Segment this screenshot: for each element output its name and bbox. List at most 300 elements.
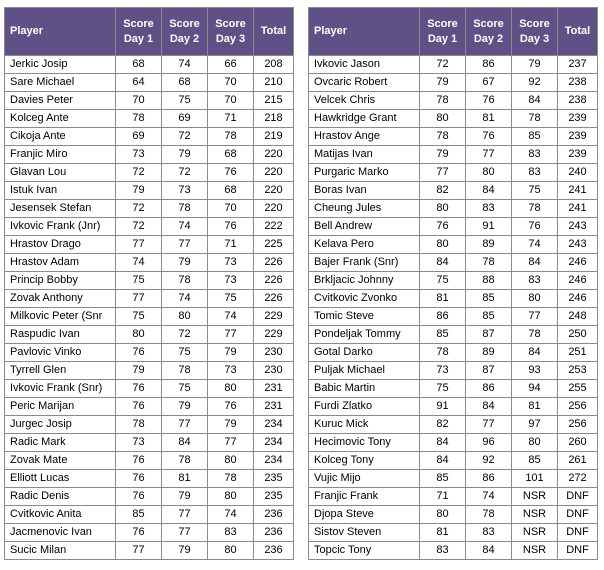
table-row: [5, 290, 294, 308]
total-score-cell: 246: [558, 272, 598, 290]
table-row: [309, 92, 598, 110]
day1-score-cell: 77: [116, 290, 162, 308]
player-name-cell: Gotal Darko: [309, 344, 420, 362]
day1-score-cell: 71: [420, 488, 466, 506]
total-score-cell: DNF: [558, 542, 598, 560]
total-score-cell: 218: [254, 110, 294, 128]
total-score-cell: 241: [558, 200, 598, 218]
day1-score-cell: 80: [420, 110, 466, 128]
day1-score-cell: 81: [420, 290, 466, 308]
player-name-cell: Ivkovic Jason: [309, 56, 420, 74]
player-name-cell: Kolceg Tony: [309, 452, 420, 470]
player-name-cell: Bell Andrew: [309, 218, 420, 236]
total-score-cell: 239: [558, 128, 598, 146]
table-row: [5, 380, 294, 398]
day3-column-header: Score Day 3: [512, 8, 558, 56]
day2-score-cell: 81: [466, 110, 512, 128]
day1-score-cell: 73: [420, 362, 466, 380]
player-name-cell: Cvitkovic Anita: [5, 506, 116, 524]
table-row: [309, 254, 598, 272]
day2-score-cell: 81: [162, 470, 208, 488]
day2-score-cell: 89: [466, 344, 512, 362]
day3-score-cell: 83: [512, 164, 558, 182]
day2-score-cell: 84: [466, 182, 512, 200]
total-score-cell: 229: [254, 326, 294, 344]
day1-score-cell: 76: [420, 218, 466, 236]
table-row: [5, 272, 294, 290]
day2-score-cell: 75: [162, 344, 208, 362]
day2-score-cell: 74: [162, 56, 208, 74]
total-score-cell: 220: [254, 146, 294, 164]
day1-score-cell: 76: [116, 524, 162, 542]
day3-score-cell: 101: [512, 470, 558, 488]
day1-column-header: Score Day 1: [420, 8, 466, 56]
day1-score-cell: 85: [116, 506, 162, 524]
day2-score-cell: 78: [162, 200, 208, 218]
table-row: [309, 488, 598, 506]
table-row: [309, 74, 598, 92]
day3-score-cell: 74: [208, 308, 254, 326]
day1-score-cell: 73: [116, 146, 162, 164]
total-score-cell: DNF: [558, 506, 598, 524]
day1-score-cell: 84: [420, 254, 466, 272]
day1-score-cell: 91: [420, 398, 466, 416]
total-score-cell: 226: [254, 272, 294, 290]
player-name-cell: Radic Denis: [5, 488, 116, 506]
player-name-cell: Jerkic Josip: [5, 56, 116, 74]
total-score-cell: 215: [254, 92, 294, 110]
player-name-cell: Glavan Lou: [5, 164, 116, 182]
table-row: [309, 110, 598, 128]
day3-score-cell: 76: [208, 398, 254, 416]
player-name-cell: Bajer Frank (Snr): [309, 254, 420, 272]
player-name-cell: Hrastov Drago: [5, 236, 116, 254]
day3-score-cell: 73: [208, 272, 254, 290]
total-score-cell: 248: [558, 308, 598, 326]
table-row: [5, 362, 294, 380]
day1-score-cell: 70: [116, 92, 162, 110]
player-name-cell: Tyrrell Glen: [5, 362, 116, 380]
day3-score-cell: 76: [512, 218, 558, 236]
player-name-cell: Zovak Anthony: [5, 290, 116, 308]
player-name-cell: Ovcaric Robert: [309, 74, 420, 92]
day3-score-cell: 80: [208, 542, 254, 560]
day1-score-cell: 72: [420, 56, 466, 74]
player-name-cell: Sistov Steven: [309, 524, 420, 542]
player-name-cell: Ivkovic Frank (Jnr): [5, 218, 116, 236]
table-row: [5, 164, 294, 182]
total-score-cell: 226: [254, 254, 294, 272]
day1-score-cell: 72: [116, 164, 162, 182]
day2-score-cell: 76: [466, 92, 512, 110]
player-name-cell: Jurgec Josip: [5, 416, 116, 434]
day1-score-cell: 78: [420, 92, 466, 110]
day1-score-cell: 72: [116, 200, 162, 218]
table-row: [309, 200, 598, 218]
day1-score-cell: 80: [420, 506, 466, 524]
total-score-cell: 239: [558, 110, 598, 128]
table-row: [5, 326, 294, 344]
day2-score-cell: 75: [162, 92, 208, 110]
day2-score-cell: 84: [466, 398, 512, 416]
day1-score-cell: 73: [116, 434, 162, 452]
table-row: [5, 488, 294, 506]
day1-score-cell: 76: [116, 470, 162, 488]
day3-score-cell: 70: [208, 74, 254, 92]
total-score-cell: 231: [254, 398, 294, 416]
total-score-cell: 239: [558, 146, 598, 164]
total-score-cell: 253: [558, 362, 598, 380]
day2-score-cell: 87: [466, 326, 512, 344]
total-score-cell: 243: [558, 236, 598, 254]
player-name-cell: Elliott Lucas: [5, 470, 116, 488]
day1-score-cell: 86: [420, 308, 466, 326]
total-score-cell: 256: [558, 398, 598, 416]
day2-score-cell: 77: [162, 524, 208, 542]
day1-score-cell: 76: [116, 452, 162, 470]
total-score-cell: 237: [558, 56, 598, 74]
day2-score-cell: 76: [466, 128, 512, 146]
day3-score-cell: 68: [208, 182, 254, 200]
player-name-cell: Franjic Frank: [309, 488, 420, 506]
table-row: [309, 56, 598, 74]
table-row: [309, 308, 598, 326]
table-row: [309, 416, 598, 434]
day2-score-cell: 72: [162, 128, 208, 146]
day2-score-cell: 67: [466, 74, 512, 92]
total-score-cell: 219: [254, 128, 294, 146]
day2-score-cell: 79: [162, 254, 208, 272]
player-name-cell: Cikoja Ante: [5, 128, 116, 146]
day3-score-cell: 70: [208, 200, 254, 218]
total-score-cell: 231: [254, 380, 294, 398]
total-score-cell: 222: [254, 218, 294, 236]
day1-score-cell: 77: [420, 164, 466, 182]
day2-score-cell: 88: [466, 272, 512, 290]
total-score-cell: 250: [558, 326, 598, 344]
day1-score-cell: 79: [420, 74, 466, 92]
player-name-cell: Babic Martin: [309, 380, 420, 398]
table-row: [309, 398, 598, 416]
header-row: [309, 8, 598, 56]
day2-score-cell: 86: [466, 470, 512, 488]
day3-score-cell: NSR: [512, 488, 558, 506]
player-name-cell: Kelava Pero: [309, 236, 420, 254]
day3-score-cell: 79: [208, 416, 254, 434]
day1-score-cell: 77: [116, 236, 162, 254]
day2-score-cell: 85: [466, 290, 512, 308]
table-row: [309, 362, 598, 380]
player-name-cell: Princip Bobby: [5, 272, 116, 290]
player-name-cell: Pondeljak Tommy: [309, 326, 420, 344]
total-score-cell: 240: [558, 164, 598, 182]
day2-score-cell: 85: [466, 308, 512, 326]
day3-score-cell: 94: [512, 380, 558, 398]
table-row: [309, 452, 598, 470]
day3-score-cell: 76: [208, 218, 254, 236]
day1-score-cell: 76: [116, 488, 162, 506]
day3-score-cell: 77: [208, 434, 254, 452]
total-score-cell: DNF: [558, 524, 598, 542]
table-row: [5, 434, 294, 452]
total-score-cell: 208: [254, 56, 294, 74]
table-row: [5, 542, 294, 560]
player-name-cell: Boras Ivan: [309, 182, 420, 200]
table-row: [309, 218, 598, 236]
player-name-cell: Sucic Milan: [5, 542, 116, 560]
day1-score-cell: 75: [116, 272, 162, 290]
player-name-cell: Sare Michael: [5, 74, 116, 92]
day2-score-cell: 77: [466, 146, 512, 164]
day2-score-cell: 78: [162, 362, 208, 380]
player-name-cell: Jesensek Stefan: [5, 200, 116, 218]
day2-score-cell: 86: [466, 56, 512, 74]
day3-score-cell: 66: [208, 56, 254, 74]
total-score-cell: DNF: [558, 488, 598, 506]
total-score-cell: 238: [558, 92, 598, 110]
player-name-cell: Tomic Steve: [309, 308, 420, 326]
total-column-header: Total: [254, 8, 294, 56]
day3-score-cell: 84: [512, 344, 558, 362]
table-row: [309, 164, 598, 182]
player-name-cell: Kolceg Ante: [5, 110, 116, 128]
total-score-cell: 255: [558, 380, 598, 398]
total-score-cell: 238: [558, 74, 598, 92]
player-name-cell: Furdi Zlatko: [309, 398, 420, 416]
player-name-cell: Hrastov Ange: [309, 128, 420, 146]
day3-column-header: Score Day 3: [208, 8, 254, 56]
total-score-cell: 234: [254, 452, 294, 470]
day1-score-cell: 72: [116, 218, 162, 236]
total-score-cell: 220: [254, 164, 294, 182]
table-row: [5, 344, 294, 362]
table-row: [309, 290, 598, 308]
day2-score-cell: 80: [162, 308, 208, 326]
day2-score-cell: 77: [162, 506, 208, 524]
day1-score-cell: 78: [116, 110, 162, 128]
table-row: [5, 56, 294, 74]
player-name-cell: Brkljacic Johnny: [309, 272, 420, 290]
day1-score-cell: 76: [116, 380, 162, 398]
day1-score-cell: 75: [420, 380, 466, 398]
day3-score-cell: 78: [208, 470, 254, 488]
day1-score-cell: 76: [116, 344, 162, 362]
day3-score-cell: 78: [208, 128, 254, 146]
player-name-cell: Puljak Michael: [309, 362, 420, 380]
day3-score-cell: 80: [208, 380, 254, 398]
player-name-cell: Jacmenovic Ivan: [5, 524, 116, 542]
day2-score-cell: 77: [466, 416, 512, 434]
day2-score-cell: 78: [162, 272, 208, 290]
day1-score-cell: 80: [116, 326, 162, 344]
day3-score-cell: 78: [512, 110, 558, 128]
header-row: [5, 8, 294, 56]
day3-score-cell: 85: [512, 452, 558, 470]
day1-score-cell: 78: [420, 128, 466, 146]
table-row: [309, 470, 598, 488]
table-row: [5, 254, 294, 272]
day2-score-cell: 72: [162, 164, 208, 182]
total-score-cell: 260: [558, 434, 598, 452]
total-score-cell: 230: [254, 362, 294, 380]
table-row: [5, 110, 294, 128]
day3-score-cell: 71: [208, 110, 254, 128]
table-body: [5, 56, 294, 560]
table-row: [5, 128, 294, 146]
day2-score-cell: 73: [162, 182, 208, 200]
player-name-cell: Cheung Jules: [309, 200, 420, 218]
day3-score-cell: 80: [208, 488, 254, 506]
day2-score-cell: 78: [466, 254, 512, 272]
total-score-cell: 246: [558, 290, 598, 308]
day3-score-cell: 71: [208, 236, 254, 254]
player-name-cell: Vujic Mijo: [309, 470, 420, 488]
table-row: [309, 506, 598, 524]
day2-score-cell: 89: [466, 236, 512, 254]
table-row: [5, 524, 294, 542]
day3-score-cell: 92: [512, 74, 558, 92]
player-name-cell: Djopa Steve: [309, 506, 420, 524]
day1-score-cell: 78: [420, 344, 466, 362]
day2-score-cell: 77: [162, 236, 208, 254]
table-row: [5, 182, 294, 200]
player-name-cell: Hecimovic Tony: [309, 434, 420, 452]
day3-score-cell: 77: [208, 326, 254, 344]
day2-score-cell: 86: [466, 380, 512, 398]
day1-score-cell: 77: [116, 542, 162, 560]
total-score-cell: 272: [558, 470, 598, 488]
table-row: [309, 524, 598, 542]
player-name-cell: Velcek Chris: [309, 92, 420, 110]
day2-score-cell: 79: [162, 398, 208, 416]
day3-score-cell: 83: [512, 272, 558, 290]
day3-score-cell: 75: [512, 182, 558, 200]
table-row: [5, 506, 294, 524]
day1-score-cell: 82: [420, 416, 466, 434]
player-name-cell: Kuruc Mick: [309, 416, 420, 434]
day1-score-cell: 80: [420, 236, 466, 254]
day2-score-cell: 74: [466, 488, 512, 506]
total-score-cell: 236: [254, 506, 294, 524]
day3-score-cell: 75: [208, 290, 254, 308]
day2-score-cell: 92: [466, 452, 512, 470]
day2-score-cell: 84: [466, 542, 512, 560]
day3-score-cell: 80: [512, 290, 558, 308]
day3-score-cell: 76: [208, 164, 254, 182]
day3-score-cell: NSR: [512, 506, 558, 524]
day2-score-cell: 68: [162, 74, 208, 92]
day2-score-cell: 96: [466, 434, 512, 452]
total-score-cell: 220: [254, 200, 294, 218]
total-score-cell: 251: [558, 344, 598, 362]
table-row: [309, 182, 598, 200]
table-row: [5, 236, 294, 254]
total-score-cell: 236: [254, 542, 294, 560]
day3-score-cell: 78: [512, 326, 558, 344]
table-row: [309, 236, 598, 254]
day1-score-cell: 76: [116, 398, 162, 416]
day2-score-cell: 72: [162, 326, 208, 344]
total-score-cell: 220: [254, 182, 294, 200]
table-row: [5, 218, 294, 236]
player-name-cell: Radic Mark: [5, 434, 116, 452]
player-name-cell: Hawkridge Grant: [309, 110, 420, 128]
total-score-cell: 234: [254, 434, 294, 452]
table-row: [5, 452, 294, 470]
day3-score-cell: 73: [208, 362, 254, 380]
player-name-cell: Franjic Miro: [5, 146, 116, 164]
day1-column-header: Score Day 1: [116, 8, 162, 56]
day1-score-cell: 79: [116, 362, 162, 380]
player-name-cell: Matijas Ivan: [309, 146, 420, 164]
table-row: [309, 272, 598, 290]
day3-score-cell: NSR: [512, 542, 558, 560]
day3-score-cell: 83: [512, 146, 558, 164]
total-score-cell: 235: [254, 488, 294, 506]
day1-score-cell: 74: [116, 254, 162, 272]
player-name-cell: Purgaric Marko: [309, 164, 420, 182]
day1-score-cell: 84: [420, 434, 466, 452]
leaderboard-table-right: [308, 7, 598, 560]
day2-column-header: Score Day 2: [162, 8, 208, 56]
table-row: [5, 200, 294, 218]
day3-score-cell: 84: [512, 254, 558, 272]
player-name-cell: Topcic Tony: [309, 542, 420, 560]
total-score-cell: 235: [254, 470, 294, 488]
day3-score-cell: 73: [208, 254, 254, 272]
day2-score-cell: 83: [466, 200, 512, 218]
day3-score-cell: 77: [512, 308, 558, 326]
day1-score-cell: 84: [420, 452, 466, 470]
player-name-cell: Ivkovic Frank (Snr): [5, 380, 116, 398]
table-row: [309, 380, 598, 398]
table-row: [5, 308, 294, 326]
player-name-cell: Pavlovic Vinko: [5, 344, 116, 362]
day3-score-cell: 80: [512, 434, 558, 452]
total-score-cell: 234: [254, 416, 294, 434]
table-row: [309, 326, 598, 344]
day2-score-cell: 91: [466, 218, 512, 236]
day1-score-cell: 75: [116, 308, 162, 326]
total-score-cell: 230: [254, 344, 294, 362]
day1-score-cell: 69: [116, 128, 162, 146]
total-score-cell: 261: [558, 452, 598, 470]
day3-score-cell: 74: [208, 506, 254, 524]
day1-score-cell: 75: [420, 272, 466, 290]
day1-score-cell: 81: [420, 524, 466, 542]
table-row: [5, 398, 294, 416]
total-score-cell: 256: [558, 416, 598, 434]
day2-score-cell: 69: [162, 110, 208, 128]
day2-score-cell: 79: [162, 488, 208, 506]
table-row: [309, 434, 598, 452]
day1-score-cell: 64: [116, 74, 162, 92]
total-score-cell: 246: [558, 254, 598, 272]
player-name-cell: Davies Peter: [5, 92, 116, 110]
table-row: [309, 128, 598, 146]
total-score-cell: 226: [254, 290, 294, 308]
day3-score-cell: 74: [512, 236, 558, 254]
day3-score-cell: 80: [208, 452, 254, 470]
day1-score-cell: 83: [420, 542, 466, 560]
day3-score-cell: 78: [512, 200, 558, 218]
player-column-header: Player: [5, 8, 116, 56]
day3-score-cell: 97: [512, 416, 558, 434]
player-name-cell: Cvitkovic Zvonko: [309, 290, 420, 308]
day2-score-cell: 84: [162, 434, 208, 452]
day2-score-cell: 75: [162, 380, 208, 398]
player-name-cell: Milkovic Peter (Snr: [5, 308, 116, 326]
